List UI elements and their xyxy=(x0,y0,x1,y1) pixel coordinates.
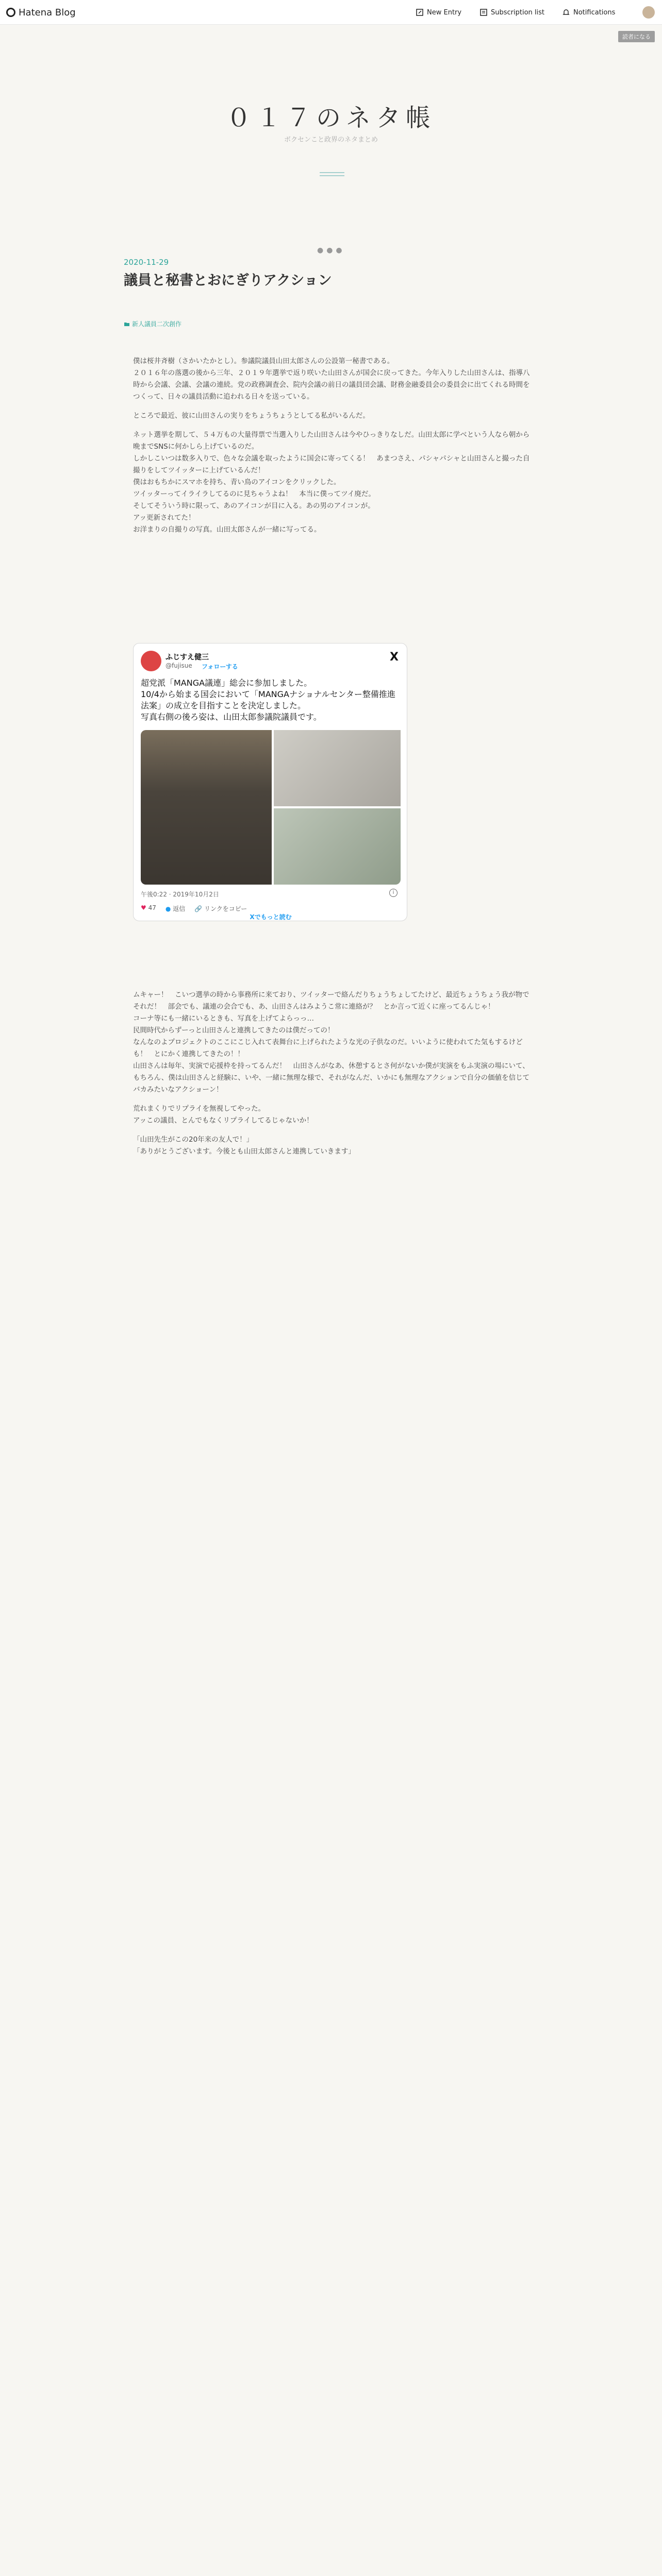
tweet-photo[interactable] xyxy=(274,808,401,885)
paragraph: 「山田先生がこの20年来の友人で！」 「ありがとうございます。今後とも山田太郎さんと連携していきます」 xyxy=(133,1136,355,1156)
tweet-actions xyxy=(141,904,247,913)
folder-icon xyxy=(124,321,130,327)
entry-date[interactable]: 2020-11-29 xyxy=(124,258,169,267)
reply-button[interactable] xyxy=(166,904,185,913)
entry-body-middle xyxy=(133,989,535,1165)
like-button[interactable] xyxy=(141,904,156,913)
like-count: 47 xyxy=(148,904,156,911)
tweet-photo[interactable] xyxy=(274,730,401,806)
category-label: 新人議員二次創作 xyxy=(132,320,182,328)
top-bar xyxy=(0,0,662,25)
subscription-list-button[interactable] xyxy=(479,8,544,16)
paragraph: ネット選挙を期して、５４万もの大量得票で当選入りした山田さんは今やひっきりなしだ。山田太郎に学べという人なら朝から晩までSNSに何かしら上げているのだ。 しかしこいつは数多入りで、色々な会議を取ったように国会に寄ってくる！ あまつさえ、パシャパシャと山田さんと撮った自撮りをしてツイッターに上げているんだ！ 僕はおもちかにスマホを持ち、青い鳥のアイコンをクリックした。 ツイッターってイライラしてるのに見ちゃうよね！ 本当に僕ってツイ廃だ。 そしてそういう時に限って、あのアイコンが目に入る。あの男のアイコンが。 アッ更新されてた！ お洋まりの自撮りの写真。山田太郎さんが一緒に写ってる。 xyxy=(133,431,530,534)
paragraph: 僕は桜井斉樹（さかいたかとし）。参議院議員山田太郎さんの公設第一秘書である。 ２０１６年の落選の後から三年、２０１９年選挙で返り咲いた山田さんが国会に戻ってきた。今年入りした山田さんは、指導八時から会議、会議、会議の連続。党の政務調査会、院内会議の前日の議員団会議、財務金融委員会の委員会に出てくれる時間をつくって、日々の議員活動に追われる日々を送っている。 xyxy=(133,357,530,401)
copy-link-button[interactable] xyxy=(194,904,247,913)
menu-icon[interactable] xyxy=(320,172,344,177)
user-avatar[interactable] xyxy=(642,6,655,19)
tweet-avatar[interactable] xyxy=(141,651,161,671)
notifications-label: Notifications xyxy=(573,8,616,16)
tweet-handle: @fujisue xyxy=(166,662,192,669)
entry-title[interactable]: 議員と秘書とおにぎりアクション xyxy=(124,273,332,289)
tweet-author-name[interactable]: ふじすえ健三 xyxy=(166,653,209,662)
pencil-icon xyxy=(416,8,424,16)
blog-description: ボクセンこと政界のネタまとめ xyxy=(284,136,378,144)
subscription-label: Subscription list xyxy=(491,8,544,16)
reply-icon: ● xyxy=(165,905,171,912)
logo-text: Hatena Blog xyxy=(19,7,76,18)
copy-link-label: リンクをコピー xyxy=(204,905,247,912)
x-logo-icon[interactable]: X xyxy=(390,651,399,664)
entry-body-top xyxy=(133,355,535,543)
entry-category[interactable] xyxy=(124,319,181,328)
hatena-logo-icon xyxy=(6,8,15,17)
notifications-button[interactable] xyxy=(562,8,615,16)
tweet-timestamp[interactable]: 午後0:22 · 2019年10月2日 xyxy=(141,891,219,898)
list-icon xyxy=(479,8,488,16)
tweet-follow-link[interactable]: フォローする xyxy=(202,663,238,670)
reply-label: 返信 xyxy=(173,905,186,912)
link-icon: 🔗 xyxy=(194,905,203,912)
tweet-text: 超党派「MANGA議連」総会に参加しました。 10/4から始まる国会において「MANGAナショナルセンター整備推進法案」の成立を目指すことを決定しました。 写真右側の後ろ姿は、山田太郎参議院議員です。 xyxy=(141,678,395,722)
new-entry-button[interactable] xyxy=(416,8,461,16)
embedded-tweet[interactable] xyxy=(133,643,407,921)
hatena-logo[interactable] xyxy=(6,7,76,18)
heart-icon: ♥ xyxy=(141,904,146,911)
new-entry-label: New Entry xyxy=(427,8,462,16)
divider-dots: ●●● xyxy=(317,246,345,255)
blog-title[interactable]: ０１７のネタ帳 xyxy=(226,104,436,132)
paragraph: 荒れまくりでリプライを無視してやった。 アッこの議員、とんでもなくリプライしてるじゃないか！ xyxy=(133,1105,313,1125)
paragraph: ムキャー！ こいつ選挙の時から事務所に来ており、ツイッターで絡んだりちょうちょしてたけど、最近ちょうちょう我が物でそれだ！ 部会でも、議連の会合でも、あ、山田さんはみようこ常に連絡が？ とか言って近くに座ってるんじゃ！ コーナ等にも一緒にいるときも、写真を上げてよらっっ… 民間時代からずーっと山田さんと連携してきたのは僕だっての！ なんなのよプロジェクトのここにこじ入れて表舞台に上げられたような光の子供なのだ。いいように使われてた気もするけども！ とにかく連携してきたの！！ 山田さんは毎年、実演で応援枠を持ってるんだ！ 山田さんがなあ、休憩するとさ何がないか僕が実演をもふ実演の場にいて、もちろん、僕は山田さんと経験に、いや、一緒に無理な様で、それがなんだ、いかにも無理なアクションで自分の価値を信じてバカみたいなアクショーン！ xyxy=(133,991,530,1094)
tweet-photo[interactable] xyxy=(141,730,272,885)
paragraph: ところで最近、彼に山田さんの実りをちょうちょうとしてる私がいるんだ。 xyxy=(133,412,370,420)
read-more-on-x-link[interactable]: Xでもっと読む xyxy=(250,913,292,921)
info-icon[interactable]: i xyxy=(389,889,398,897)
subscribe-button[interactable]: 読者になる xyxy=(618,31,655,42)
bell-icon xyxy=(562,8,570,16)
